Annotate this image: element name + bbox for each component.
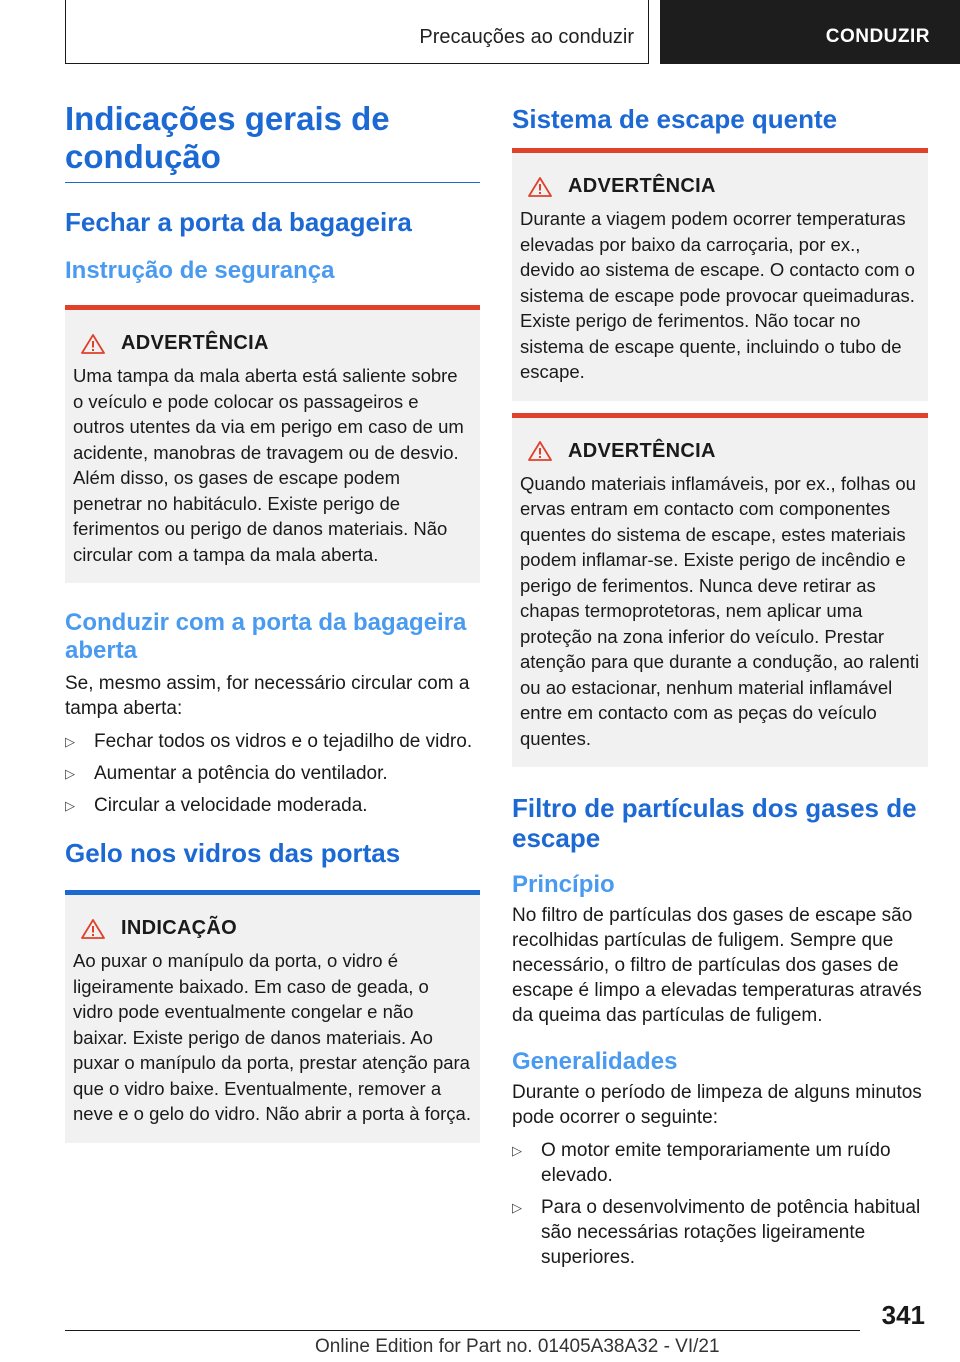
note-box-ice bbox=[65, 890, 480, 1143]
warning-box-flammable bbox=[512, 413, 928, 768]
warning-header bbox=[73, 332, 472, 355]
triangle-right-icon: ▷ bbox=[65, 734, 75, 749]
header-frame bbox=[65, 0, 649, 64]
warning-box-exhaust-hot bbox=[512, 148, 928, 401]
list-item: ▷ Circular a velocidade moderada. bbox=[65, 795, 368, 816]
section-heading-particle-filter: Filtro de partículas dos gases de escape bbox=[512, 793, 917, 853]
page-title: Indicações gerais de condução bbox=[65, 100, 480, 183]
bullet-list-general bbox=[512, 1138, 928, 1270]
subheading-safety: Instrução de segurança bbox=[65, 257, 335, 284]
triangle-right-icon: ▷ bbox=[65, 798, 75, 813]
warning-text: Uma tampa da mala aberta está saliente sobre o veículo e pode colocar os passageiros e outros utentes da via em perigo em caso de um acidente, manobras de travagem ou de desvio. Além disso, os gases de escape podem penetrar no habitáculo. Existe perigo de ferimentos ou perigo de danos materiais. Não circular com a tampa da mala aberta. bbox=[73, 365, 464, 565]
warning-triangle-icon bbox=[528, 177, 552, 197]
subheading-open-trunk: Conduzir com a porta da bagageira aberta bbox=[65, 609, 467, 664]
right-column bbox=[512, 100, 928, 1277]
page-number: 341 bbox=[881, 1300, 925, 1330]
header-section-title: Precauções ao conduzir bbox=[419, 26, 634, 48]
warning-triangle-icon bbox=[81, 334, 105, 354]
warning-label: ADVERTÊNCIA bbox=[121, 332, 269, 354]
warning-triangle-icon bbox=[528, 441, 552, 461]
footer-divider bbox=[65, 1330, 860, 1331]
warning-header bbox=[520, 440, 920, 463]
section-heading-trunk: Fechar a porta da bagageira bbox=[65, 207, 412, 237]
paragraph-open-trunk: Se, mesmo assim, for necessário circular com a tampa aberta: bbox=[65, 673, 470, 719]
header-chapter-label: CONDUZIR bbox=[825, 26, 930, 47]
note-text: Ao puxar o manípulo da porta, o vidro é ligeiramente baixado. Em caso de geada, o vidro pode eventualmente congelar e não baixar. Existe perigo de danos materiais. Ao puxar o manípulo da porta, prestar atenção para que o vidro baixe. Eventualmente, remover a neve e o gelo do vidro. Não abrir a porta à força. bbox=[73, 950, 471, 1124]
section-heading-ice: Gelo nos vidros das portas bbox=[65, 838, 401, 868]
list-item: ▷ Aumentar a potência do ventilador. bbox=[65, 763, 388, 784]
footer-edition: Online Edition for Part no. 01405A38A32 - VI/21 bbox=[315, 1336, 720, 1357]
header-chapter-tab bbox=[660, 0, 960, 64]
warning-header bbox=[520, 175, 920, 198]
warning-text: Quando materiais inflamáveis, por ex., folhas ou ervas entram em contacto com componentes quentes do sistema de escape, estes materiais podem inflamar-se. Existe perigo de incêndio e perigo de ferimentos. Nunca deve retirar as chapas termoprotetoras, nem aplicar uma proteção na zona inferior do veículo. Prestar atenção para que durante a condução, ao ralenti ou ao estacionar, nenhum material inflamável entre em contacto com as peças do veículo quentes. bbox=[520, 472, 920, 749]
bullet-list-open-trunk bbox=[65, 729, 480, 818]
triangle-right-icon: ▷ bbox=[512, 1200, 522, 1215]
subheading-principle: Princípio bbox=[512, 871, 615, 898]
list-item: ▷ Para o desenvolvimento de potência habitual são necessárias rotações ligeiramente superiores. bbox=[512, 1197, 921, 1268]
triangle-right-icon: ▷ bbox=[512, 1143, 522, 1158]
warning-label: ADVERTÊNCIA bbox=[568, 175, 716, 197]
warning-box-trunk bbox=[65, 305, 480, 583]
warning-triangle-icon bbox=[81, 919, 105, 939]
triangle-right-icon: ▷ bbox=[65, 766, 75, 781]
warning-label: ADVERTÊNCIA bbox=[568, 439, 716, 462]
paragraph-general: Durante o período de limpeza de alguns minutos pode ocorrer o seguinte: bbox=[512, 1082, 922, 1128]
note-label: INDICAÇÃO bbox=[121, 917, 238, 939]
note-header bbox=[73, 917, 472, 940]
warning-text: Durante a viagem podem ocorrer temperaturas elevadas por baixo da carroçaria, por ex., devido ao sistema de escape. O contacto com o sistema de escape pode provocar queimaduras. Existe perigo de ferimentos. Não tocar no sistema de escape quente, incluindo o tubo de escape. bbox=[520, 208, 915, 382]
section-heading-exhaust: Sistema de escape quente bbox=[512, 104, 838, 134]
subheading-general: Generalidades bbox=[512, 1048, 678, 1075]
list-item: ▷ Fechar todos os vidros e o tejadilho de vidro. bbox=[65, 731, 473, 752]
left-column bbox=[65, 100, 480, 1143]
list-item: ▷ O motor emite temporariamente um ruído elevado. bbox=[512, 1140, 891, 1186]
paragraph-principle: No filtro de partículas dos gases de escape são recolhidas partículas de fuligem. Sempre que necessário, o filtro de partículas dos gases de escape é limpo a elevadas temperaturas através da queima das partículas de fuligem. bbox=[512, 905, 922, 1026]
